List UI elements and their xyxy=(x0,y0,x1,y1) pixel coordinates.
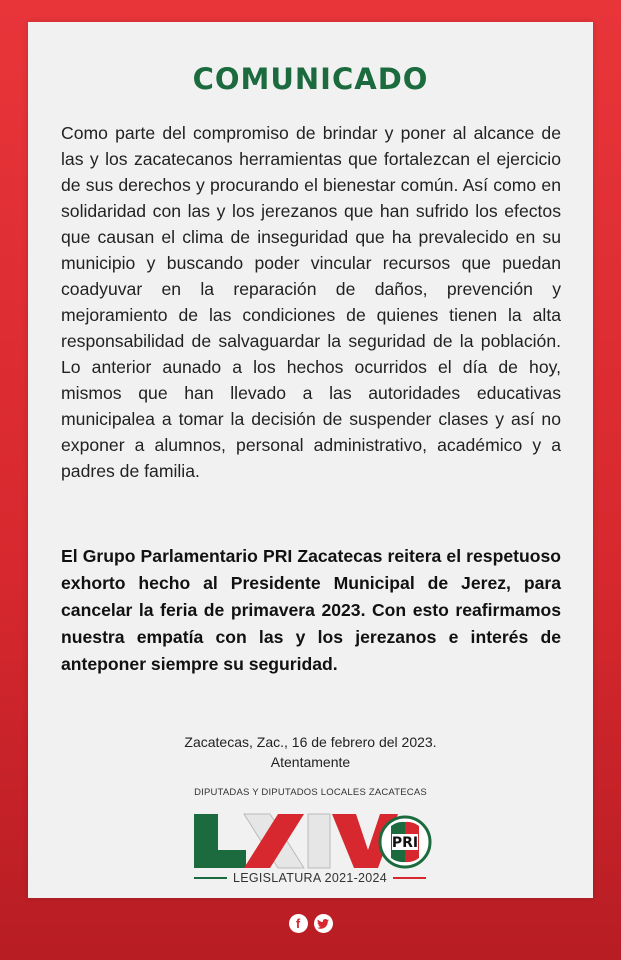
logo-party: PRI xyxy=(391,835,419,851)
twitter-bird-icon xyxy=(317,919,329,929)
document-title: COMUNICADO xyxy=(192,62,429,96)
closing: Atentamente xyxy=(270,754,351,770)
banner-line-right xyxy=(393,877,426,879)
logo-caption: DIPUTADAS Y DIPUTADOS LOCALES ZACATECAS xyxy=(194,787,427,798)
social-links xyxy=(0,914,621,933)
place-date: Zacatecas, Zac., 16 de febrero del 2023. xyxy=(184,734,437,750)
bold-paragraph: El Grupo Parlamentario PRI Zacatecas reitera el respetuoso exhorto hecho al Presidente Municipal de Jerez, para cancelar la feria de primavera 2023. Con esto reafirmamos nuestra empatía con las y los jerezanos e interés de anteponer siempre su seguridad. xyxy=(61,546,561,674)
legislature-label: LEGISLATURA 2021-2024 xyxy=(232,871,388,885)
legislature-banner xyxy=(194,869,426,887)
communique-card xyxy=(28,22,593,898)
banner-line-left xyxy=(194,877,227,879)
body-paragraph: Como parte del compromiso de brindar y poner al alcance de las y los zacatecanos herramientas que fortalezcan el ejercicio de sus derechos y procurando el bienestar común. Así como en solidaridad con las y los jerezanos que han sufrido los efectos que causan el clima de inseguridad que ha prevalecido en su municipio y buscando poder vincular recursos que puedan coadyuvar en la reparación de daños, prevención y mejoramiento de las condiciones de quienes tienen la alta responsabilidad de salvaguardar la seguridad de la población. Lo anterior aunado a los hechos ocurridos el día de hoy, mismos que han llevado a las autoridades educativas municipalea a tomar la decisión de suspender clases y así no exponer a alumnos, personal administrativo, académico y a padres de familia. xyxy=(61,123,561,481)
facebook-icon[interactable]: f xyxy=(289,914,308,933)
twitter-icon[interactable] xyxy=(314,914,333,933)
